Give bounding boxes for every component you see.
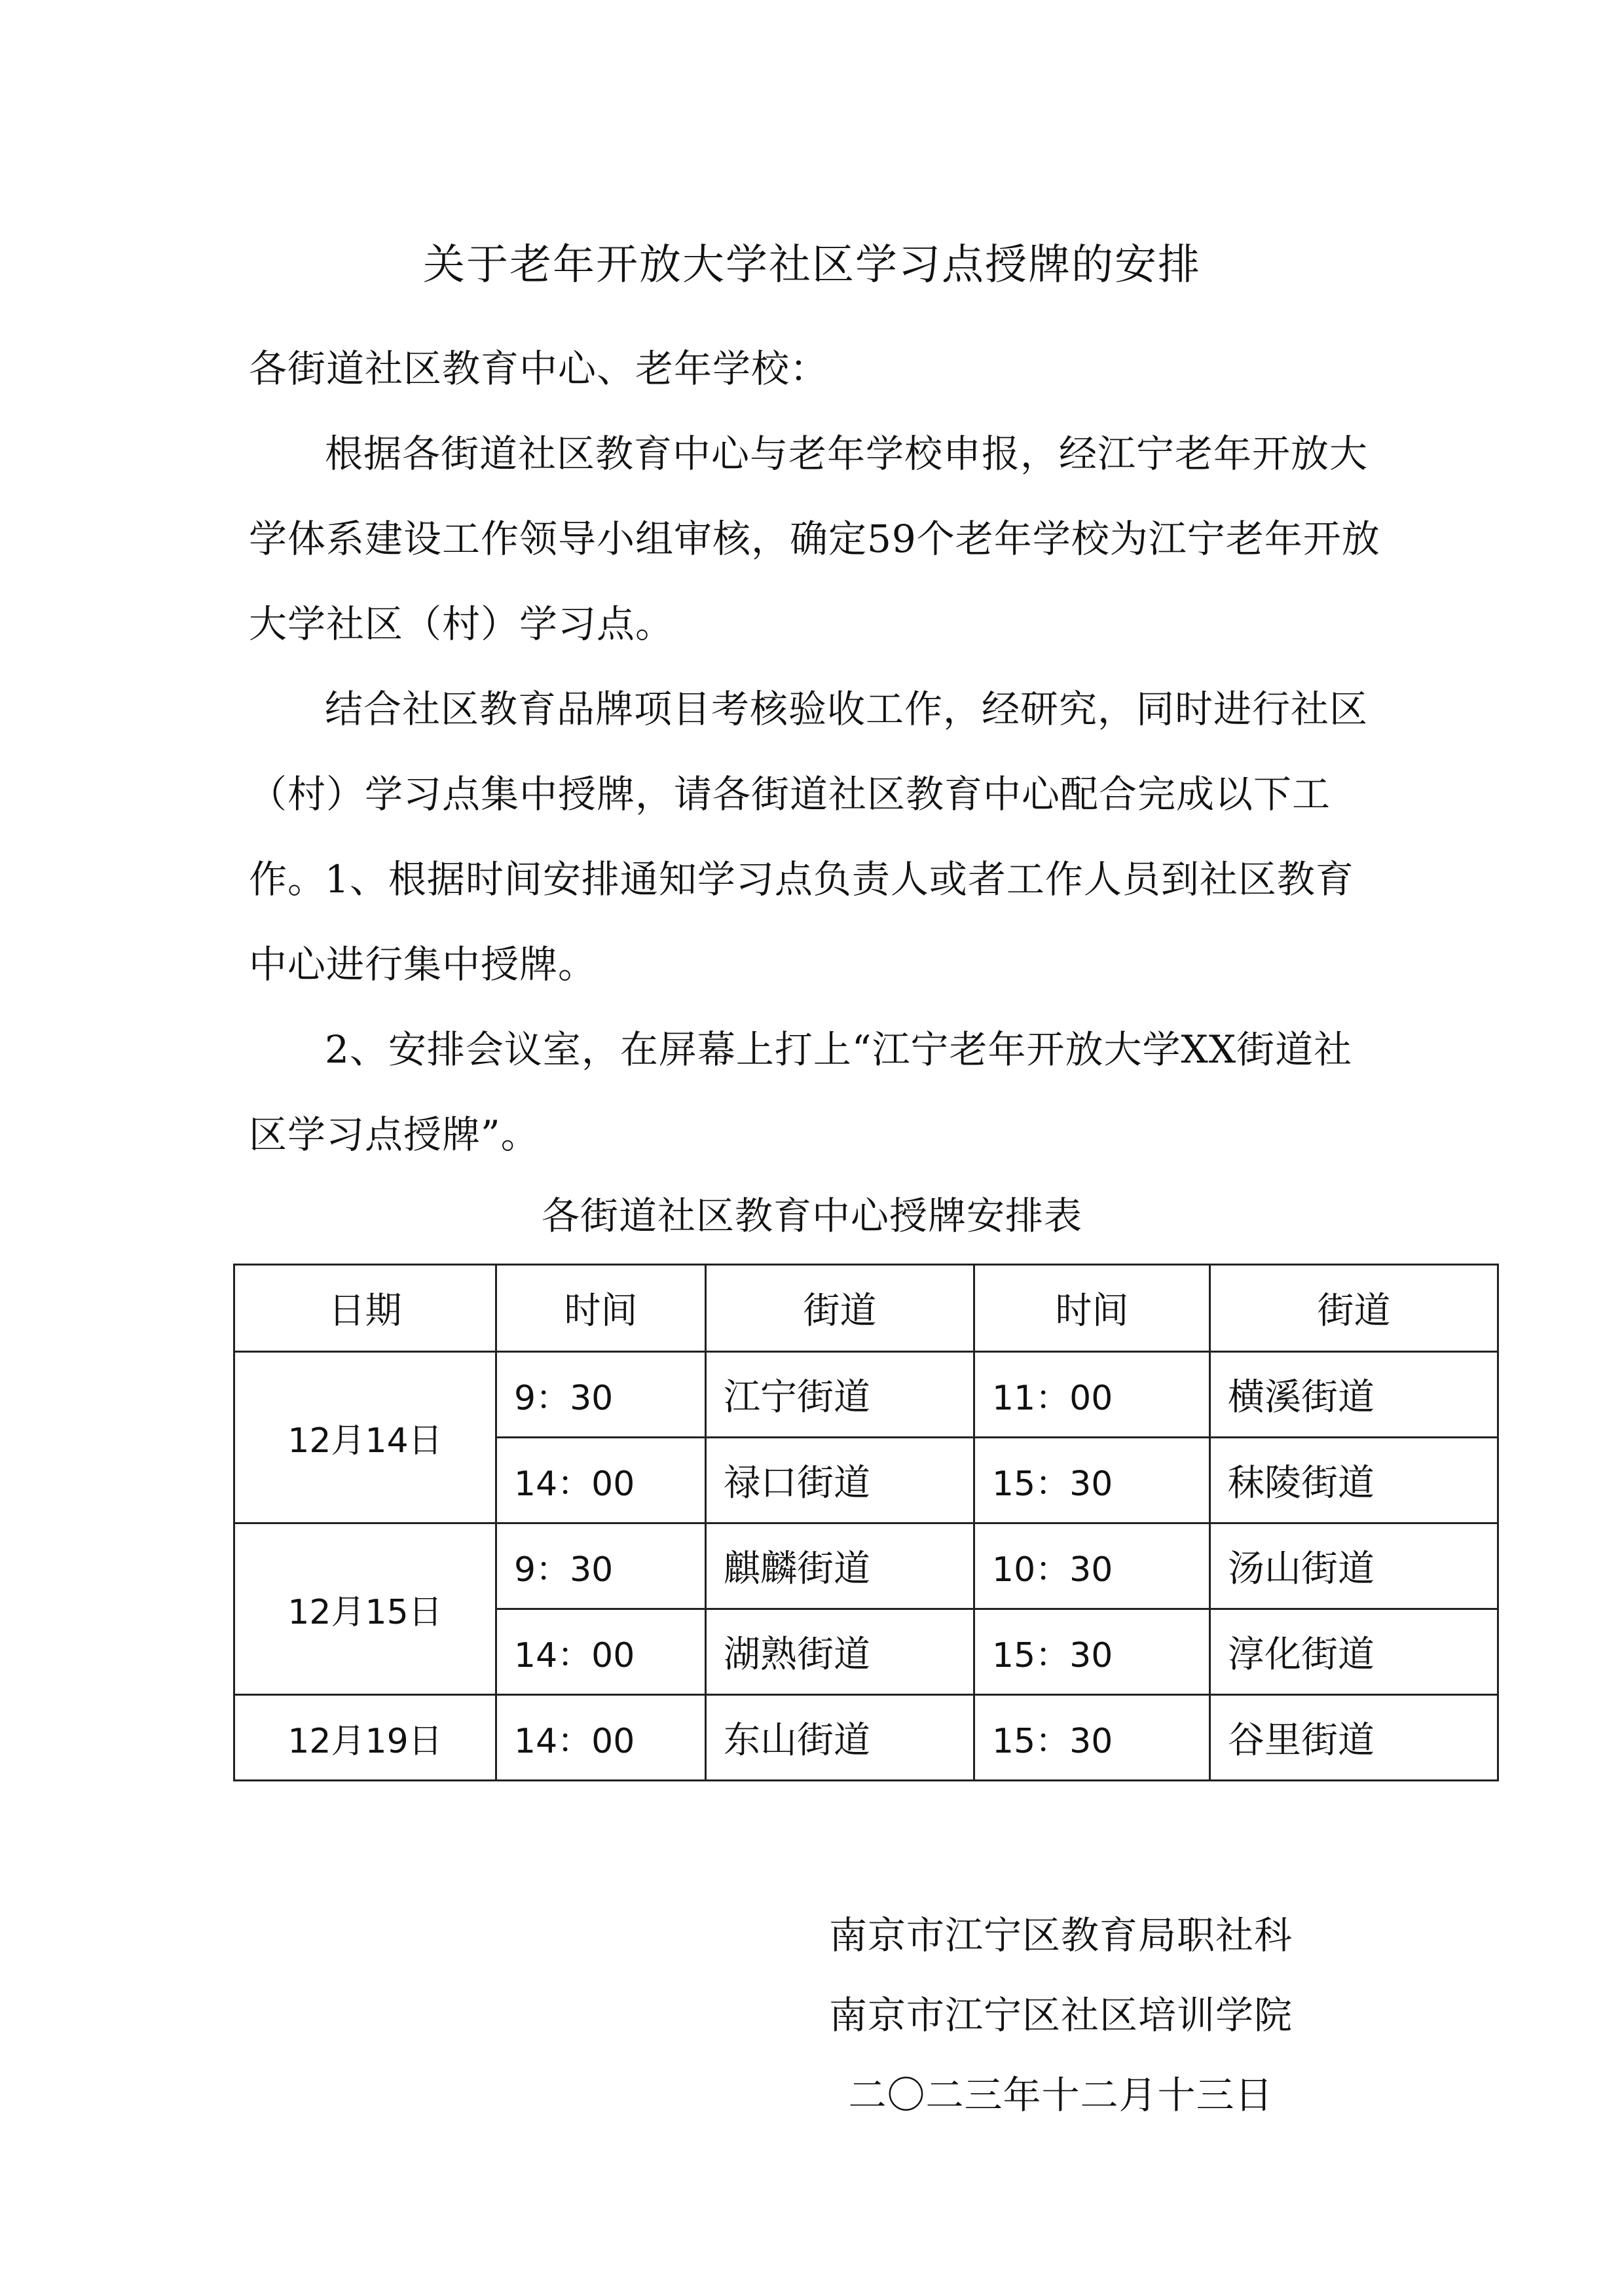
time-cell: 10：30 bbox=[974, 1523, 1210, 1609]
table-row bbox=[234, 1695, 1498, 1781]
date-cell: 12月15日 bbox=[234, 1523, 496, 1695]
table-header bbox=[234, 1265, 1498, 1352]
date-cell: 12月19日 bbox=[234, 1695, 496, 1781]
header-time-2: 时间 bbox=[974, 1265, 1210, 1352]
paragraph-3: 1、根据时间安排通知学习点负责人或者工作人员到社区教育中心进行集中授牌。 bbox=[249, 857, 1354, 987]
table-row bbox=[234, 1523, 1498, 1609]
time-cell: 15：30 bbox=[974, 1695, 1210, 1781]
street-cell: 淳化街道 bbox=[1210, 1609, 1498, 1695]
street-cell: 秣陵街道 bbox=[1210, 1438, 1498, 1523]
schedule-table bbox=[233, 1264, 1499, 1781]
street-cell: 汤山街道 bbox=[1210, 1523, 1498, 1609]
document-title: 关于老年开放大学社区学习点授牌的安排 bbox=[423, 241, 1201, 289]
time-cell: 15：30 bbox=[974, 1609, 1210, 1695]
signature-org-2: 南京市江宁区社区培训学院 bbox=[828, 1993, 1293, 2037]
header-time-1: 时间 bbox=[496, 1265, 706, 1352]
time-cell: 14：00 bbox=[496, 1609, 706, 1695]
time-cell: 14：00 bbox=[496, 1695, 706, 1781]
time-cell: 9：30 bbox=[496, 1523, 706, 1609]
time-cell: 14：00 bbox=[496, 1438, 706, 1523]
table-header-row bbox=[234, 1265, 1498, 1352]
table-title: 各街道社区教育中心授牌安排表 bbox=[541, 1194, 1082, 1238]
header-street-2: 街道 bbox=[1210, 1265, 1498, 1352]
header-date: 日期 bbox=[234, 1265, 496, 1352]
time-cell: 9：30 bbox=[496, 1352, 706, 1438]
street-cell: 谷里街道 bbox=[1210, 1695, 1498, 1781]
paragraph-1: 根据各街道社区教育中心与老年学校申报，经江宁老年开放大学体系建设工作领导小组审核，确定59个老年学校为江宁老年开放大学社区（村）学习点。 bbox=[249, 431, 1380, 646]
salutation: 各街道社区教育中心、老年学校： bbox=[249, 346, 829, 391]
time-cell: 15：30 bbox=[974, 1438, 1210, 1523]
table-body bbox=[234, 1352, 1498, 1781]
time-cell: 11：00 bbox=[974, 1352, 1210, 1438]
street-cell: 东山街道 bbox=[706, 1695, 974, 1781]
signature-org-1: 南京市江宁区教育局职社科 bbox=[828, 1913, 1293, 1958]
paragraph-4: 2、安排会议室，在屏幕上打上“江宁老年开放大学XX街道社区学习点授牌”。 bbox=[249, 1027, 1353, 1157]
street-cell: 江宁街道 bbox=[706, 1352, 974, 1438]
table-row bbox=[234, 1352, 1498, 1438]
date-cell: 12月14日 bbox=[234, 1352, 496, 1523]
street-cell: 湖熟街道 bbox=[706, 1609, 974, 1695]
street-cell: 麒麟街道 bbox=[706, 1523, 974, 1609]
street-cell: 禄口街道 bbox=[706, 1438, 974, 1523]
paragraph-2: 结合社区教育品牌项目考核验收工作，经研究，同时进行社区（村）学习点集中授牌，请各街道社区教育中心配合完成以下工作。 bbox=[249, 687, 1369, 902]
street-cell: 横溪街道 bbox=[1210, 1352, 1498, 1438]
header-street-1: 街道 bbox=[706, 1265, 974, 1352]
signature-date: 二〇二三年十二月十三日 bbox=[848, 2073, 1274, 2117]
